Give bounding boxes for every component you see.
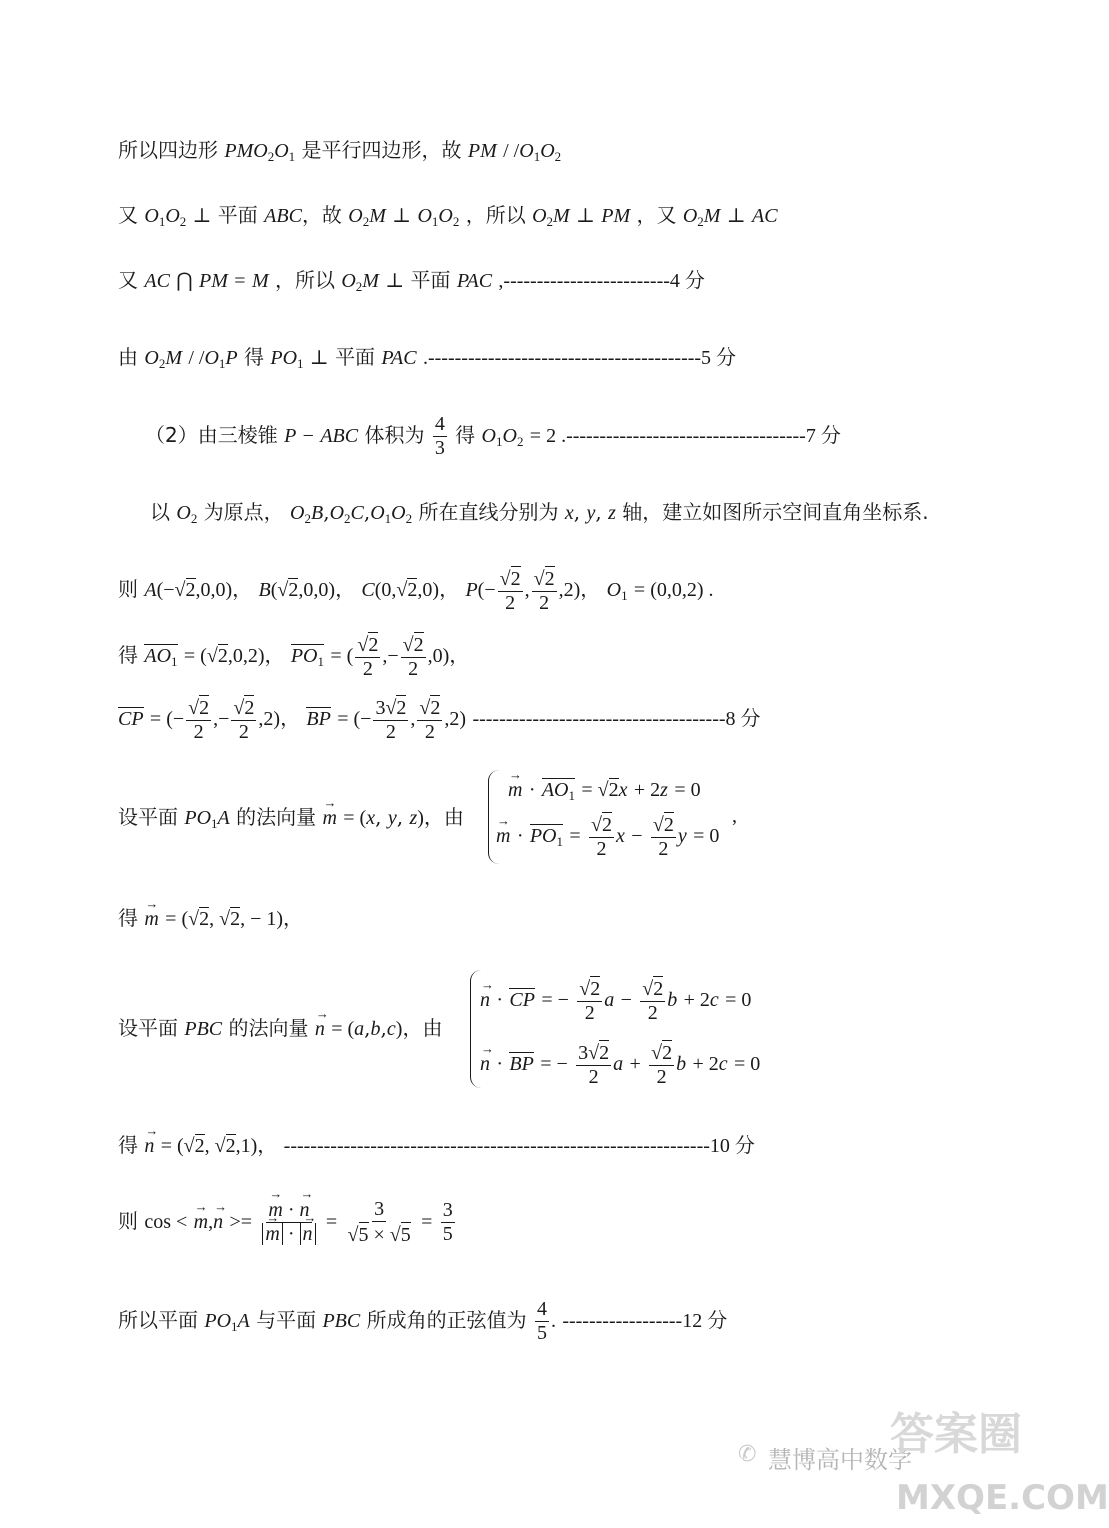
text: 体积为 xyxy=(364,423,425,447)
text: 得 xyxy=(244,345,264,369)
score-mark: --------------------------------------8 分 xyxy=(472,708,761,730)
fraction: $\frac{3√2}{2}$ xyxy=(375,697,407,743)
text: 与平面 xyxy=(256,1308,317,1332)
line-4: 由 $O_2M / /O_1P$ 得 $PO_1$ ⊥ 平面 PAC .-----------------------------------------5 分 xyxy=(118,345,737,371)
system-eq-4: → n · BP = − $\frac{3√2}{2}$ a + $\frac{√2}{2}$ b + 2c = 0 xyxy=(480,1040,760,1089)
fraction: $\frac{√2}{2}$ xyxy=(233,697,255,743)
fraction: $\frac{4}{5}$ xyxy=(536,1298,547,1344)
text: 得 xyxy=(118,906,138,930)
text: ，由 xyxy=(423,805,464,829)
fraction: $\frac{√2}{2}$ xyxy=(533,568,555,614)
fraction: $\frac{√2}{2}$ xyxy=(651,1042,673,1088)
line-7: 则 A(−√2,0,0)， B(√2,0,0)， C(0,√2,0)， P(− $\frac{√2}{2}$ , $\frac{√2}{2}$ ,2)， $O_1 = (0,0,2)$ . xyxy=(118,568,714,614)
text: 轴，建立如图所示空间直角坐标系. xyxy=(622,500,929,524)
fraction: $\frac{√2}{2}$ xyxy=(499,568,521,614)
text: 所以平面 xyxy=(118,1308,198,1332)
text: ，由 xyxy=(402,1016,443,1040)
line-8: 得 $AO_1 = (√2,0,2)$， $PO_1$ = ( $\frac{√2}{2}$ ,− $\frac{√2}{2}$ ,0)， xyxy=(118,634,470,680)
comma: , xyxy=(732,805,737,827)
line-2: 又 $O_1O_2$ ⊥ 平面 ABC，故 $O_2M$ ⊥ $O_1O_2$ ，所以 $O_2M$ ⊥ PM ，又 $O_2M$ ⊥ AC xyxy=(118,203,778,229)
line-3: 又 AC ⋂ PM = M ，所以 $O_2M$ ⊥ 平面 PAC ,-------------------------4 分 xyxy=(118,268,705,294)
text: 平面 xyxy=(217,203,258,227)
text: 设平面 xyxy=(118,805,178,829)
line-6: 以 $O_2$ 为原点， $O_2B,O_2C,O_1O_2$ 所在直线分别为 x, y, z 轴，建立如图所示空间直角坐标系. xyxy=(150,500,929,526)
line-1: 所以四边形 $PMO_2O_1$ 是平行四边形，故 PM / $/O_1O_2$ xyxy=(118,138,562,164)
text: 由 xyxy=(118,345,138,369)
line-10: 设平面 $PO_1A$ 的法向量 → m = (x, y, z)，由 xyxy=(118,807,464,830)
line-13: 得 → n = (√2, √2,1)， ----------------------------------------------------------------10 分 xyxy=(118,1134,755,1156)
text: 的法向量 xyxy=(228,1016,309,1040)
fraction: $\frac{√2}{2}$ xyxy=(652,814,674,860)
fraction: $\frac{√2}{2}$ xyxy=(357,634,379,680)
line-9: CP = (− $\frac{√2}{2}$ ,− $\frac{√2}{2}$ ,2)， BP = (− $\frac{3√2}{2}$ , $\frac{√2}{2}$ ,2) --------------------------------------8 分 xyxy=(118,697,761,743)
fraction: $\frac{√2}{2}$ xyxy=(642,978,664,1024)
text: 得 xyxy=(455,423,476,447)
text: 以 xyxy=(150,500,170,524)
score-mark: -------------------------4 分 xyxy=(503,270,705,292)
text: 的法向量 xyxy=(236,805,317,829)
fraction: $\frac{√2}{2}$ xyxy=(591,814,612,860)
text: 设平面 xyxy=(118,1016,178,1040)
score-mark: ------------------------------------7 分 xyxy=(566,425,841,447)
line-5: （2）由三棱锥 P − ABC 体积为 $\frac{4}{3}$ 得 $O_1O_2 = 2$ .------------------------------------7 分 xyxy=(145,413,841,459)
text: 所以四边形 xyxy=(118,138,218,162)
score-mark: ------------------12 分 xyxy=(562,1310,728,1332)
text: ，故 xyxy=(301,203,342,227)
text: 又 xyxy=(118,203,138,227)
text: 所成角的正弦值为 xyxy=(366,1308,527,1332)
fraction: $\frac{√2}{2}$ xyxy=(579,978,601,1024)
system-eq-3: → n · CP = − $\frac{√2}{2}$ a − $\frac{√2}{2}$ b + 2c = 0 xyxy=(480,976,751,1025)
text: ，所以 xyxy=(465,203,526,227)
line-15: 所以平面 $PO_1A$ 与平面 PBC 所成角的正弦值为 $\frac{4}{5}$ . ------------------12 分 xyxy=(118,1298,728,1344)
fraction: $\frac{3}{√5 \times √5}$ xyxy=(347,1198,411,1246)
text: （2）由三棱锥 xyxy=(145,423,278,447)
fraction: $\frac{3√2}{2}$ xyxy=(578,1042,610,1088)
fraction: $\frac{4}{3}$ xyxy=(434,413,445,459)
watermark-account: 慧博高中数学 xyxy=(768,1446,912,1474)
fraction: $\frac{√2}{2}$ xyxy=(419,697,441,743)
watermark-site: MXQE.COM xyxy=(896,1478,1109,1518)
text: 则 xyxy=(118,577,138,601)
line-12: 设平面 PBC 的法向量 → n = (a,b,c)，由 xyxy=(118,1018,442,1039)
text: 平面 xyxy=(410,268,451,292)
text: 则 xyxy=(118,1209,138,1233)
text: 得 xyxy=(118,643,138,667)
text: 又 xyxy=(118,268,138,292)
wechat-icon: ✆ xyxy=(738,1442,757,1467)
score-mark: ----------------------------------------------------------------10 分 xyxy=(283,1135,755,1157)
text: 为原点， xyxy=(203,500,284,524)
fraction: $\frac{√2}{2}$ xyxy=(402,634,424,680)
fraction: $\frac{3}{5}$ xyxy=(442,1199,453,1245)
text: 平面 xyxy=(335,345,376,369)
text: 所在直线分别为 xyxy=(418,500,559,524)
line-14: 则 cos < → m,→ n >= → m · → n → m · → n = $\frac{3}{√5 \times √5}$ = $\frac{3}{5}$ xyxy=(118,1198,457,1247)
system-eq-1: → $m \cdot AO_1 = √2x + 2z = 0$ xyxy=(508,778,701,802)
text: 是平行四边形，故 xyxy=(301,138,462,162)
line-11: 得 → m = (√2, √2, − 1)， xyxy=(118,907,303,929)
fraction: $\frac{√2}{2}$ xyxy=(188,697,210,743)
score-mark: -----------------------------------------5 分 xyxy=(427,347,737,369)
text: ，又 xyxy=(636,203,677,227)
system-eq-2: → $m \cdot PO_1$ = $\frac{√2}{2}$ x − $\frac{√2}{2}$ y = 0 xyxy=(496,812,719,861)
text: ，所以 xyxy=(274,268,335,292)
watermark-brand: 答案圈 xyxy=(890,1409,1022,1460)
text: 得 xyxy=(118,1133,138,1157)
fraction: → m · → n → m · → n xyxy=(260,1199,317,1246)
